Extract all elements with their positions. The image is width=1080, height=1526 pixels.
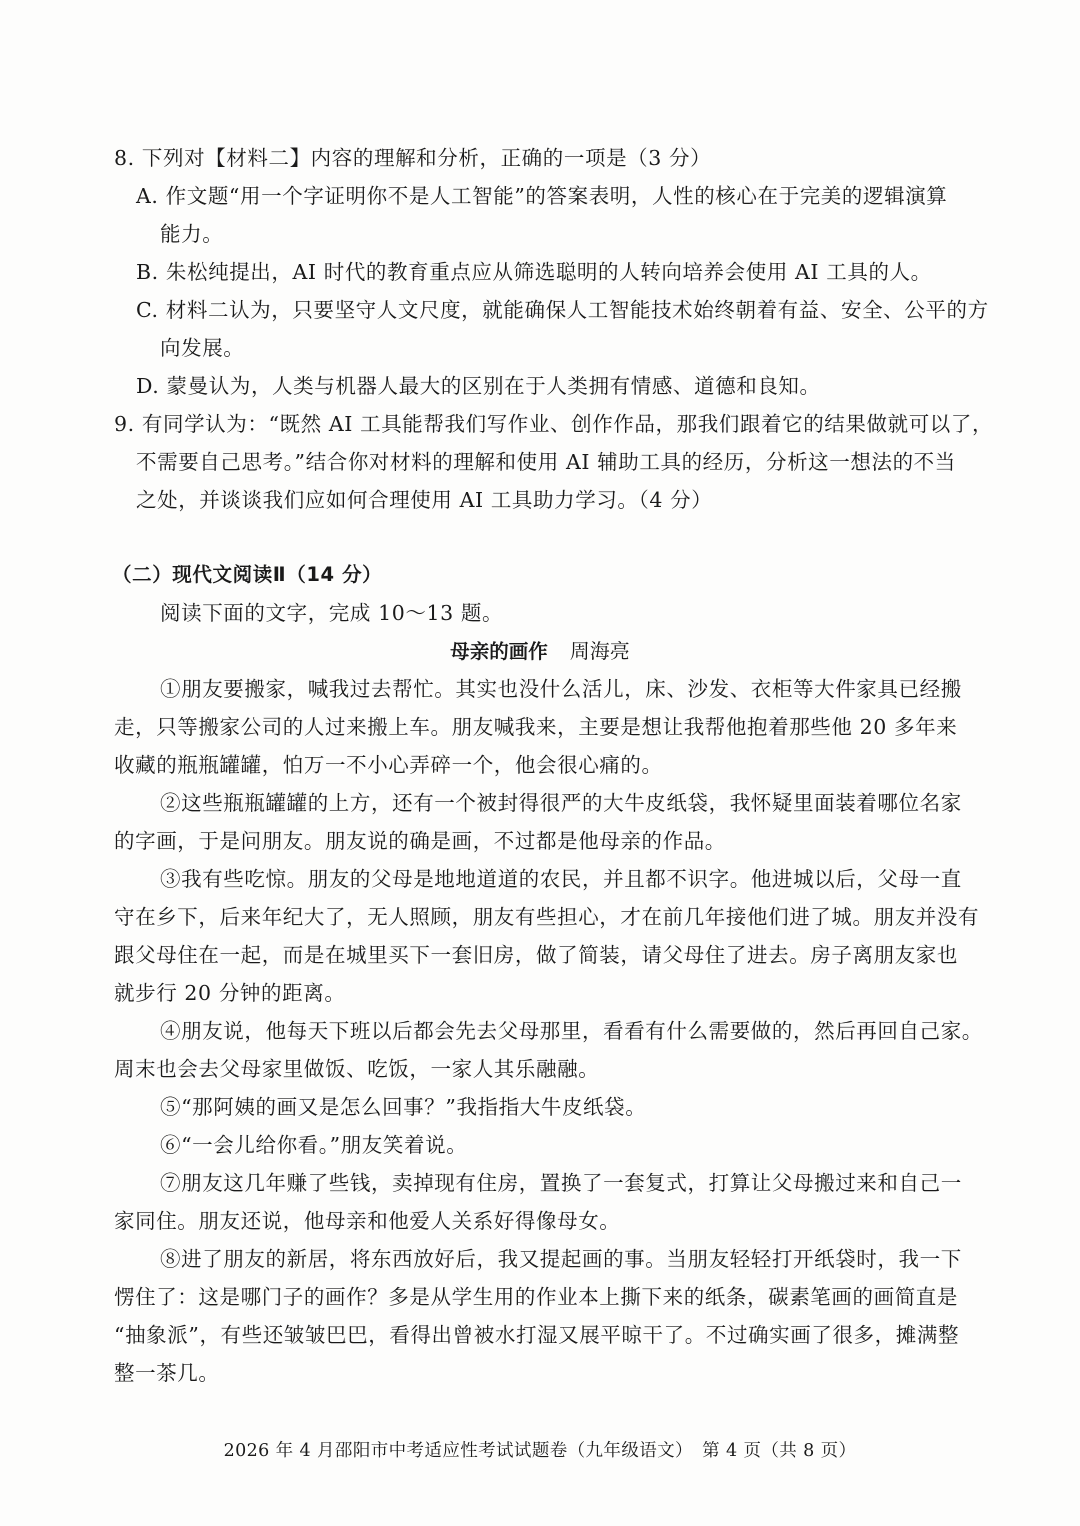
paragraph-4-line-1: ④朋友说，他每天下班以后都会先去父母那里，看看有什么需要做的，然后再回自己家。 [160,1019,983,1043]
question-8-option-c: C. 材料二认为，只要坚守人文尺度，就能确保人工智能技术始终朝着有益、安全、公平的方 [136,298,989,322]
question-8-option-b: B. 朱松纯提出，AI 时代的教育重点应从筛选聪明的人转向培养会使用 AI 工具的人。 [136,260,932,284]
paragraph-1-line-2: 走，只等搬家公司的人过来搬上车。朋友喊我来，主要是想让我帮他抱着那些他 20 多年来 [114,715,958,739]
question-8-option-c-cont: 向发展。 [160,336,245,360]
paragraph-2-line-1: ②这些瓶瓶罐罐的上方，还有一个被封得很严的大牛皮纸袋，我怀疑里面装着哪位名家 [160,791,962,815]
reading-instruction: 阅读下面的文字，完成 10～13 题。 [160,601,504,625]
section-heading: （二）现代文阅读Ⅱ（14 分） [112,563,383,586]
paragraph-8-line-4: 整一茶几。 [114,1361,220,1385]
paragraph-8-line-3: “抽象派”，有些还皱皱巴巴，看得出曾被水打湿又展平晾干了。不过确实画了很多，摊满整 [114,1323,960,1347]
paragraph-3-line-3: 跟父母住在一起，而是在城里买下一套旧房，做了简装，请父母住了进去。房子离朋友家也 [114,943,958,967]
passage-title-row [0,636,1080,670]
paragraph-3-line-2: 守在乡下，后来年纪大了，无人照顾，朋友有些担心，才在前几年接他们进了城。朋友并没有 [114,905,980,929]
question-9-line-1: 9. 有同学认为：“既然 AI 工具能帮我们写作业、创作作品，那我们跟着它的结果做就可以了， [114,412,994,436]
paragraph-8-line-1: ⑧进了朋友的新居，将东西放好后，我又提起画的事。当朋友轻轻打开纸袋时，我一下 [160,1247,962,1271]
question-9-line-2: 不需要自己思考。”结合你对材料的理解和使用 AI 辅助工具的经历，分析这一想法的不当 [136,450,956,474]
page-footer: 2026 年 4 月邵阳市中考适应性考试试题卷（九年级语文） 第 4 页（共 8 页） [223,1441,857,1461]
paragraph-1-line-1: ①朋友要搬家，喊我过去帮忙。其实也没什么活儿，床、沙发、衣柜等大件家具已经搬 [160,677,962,701]
passage-author: 周海亮 [569,639,630,663]
paragraph-3-line-1: ③我有些吃惊。朋友的父母是地地道道的农民，并且都不识字。他进城以后，父母一直 [160,867,962,891]
paragraph-7-line-2: 家同住。朋友还说，他母亲和他爱人关系好得像母女。 [114,1209,621,1233]
paragraph-3-line-4: 就步行 20 分钟的距离。 [114,981,346,1005]
paragraph-8-line-2: 愣住了：这是哪门子的画作？多是从学生用的作业本上撕下来的纸条，碳素笔画的画简直是 [114,1285,958,1309]
paragraph-2-line-2: 的字画，于是问朋友。朋友说的确是画，不过都是他母亲的作品。 [114,829,726,853]
question-8-option-d: D. 蒙曼认为，人类与机器人最大的区别在于人类拥有情感、道德和良知。 [136,374,821,398]
question-8-stem: 8. 下列对【材料二】内容的理解和分析，正确的一项是（3 分） [114,146,712,170]
paragraph-1-line-3: 收藏的瓶瓶罐罐，怕万一不小心弄碎一个，他会很心痛的。 [114,753,663,777]
passage-title: 母亲的画作 [450,640,548,663]
paragraph-5: ⑤“那阿姨的画又是怎么回事？”我指指大牛皮纸袋。 [160,1095,647,1119]
paragraph-7-line-1: ⑦朋友这几年赚了些钱，卖掉现有住房，置换了一套复式，打算让父母搬过来和自己一 [160,1171,962,1195]
paragraph-4-line-2: 周末也会去父母家里做饭、吃饭，一家人其乐融融。 [114,1057,600,1081]
question-8-option-a-cont: 能力。 [160,222,224,246]
paragraph-6: ⑥“一会儿给你看。”朋友笑着说。 [160,1133,468,1157]
question-9-line-3: 之处，并谈谈我们应如何合理使用 AI 工具助力学习。（4 分） [136,488,713,512]
question-8-option-a: A. 作文题“用一个字证明你不是人工智能”的答案表明，人性的核心在于完美的逻辑演算 [136,184,948,208]
